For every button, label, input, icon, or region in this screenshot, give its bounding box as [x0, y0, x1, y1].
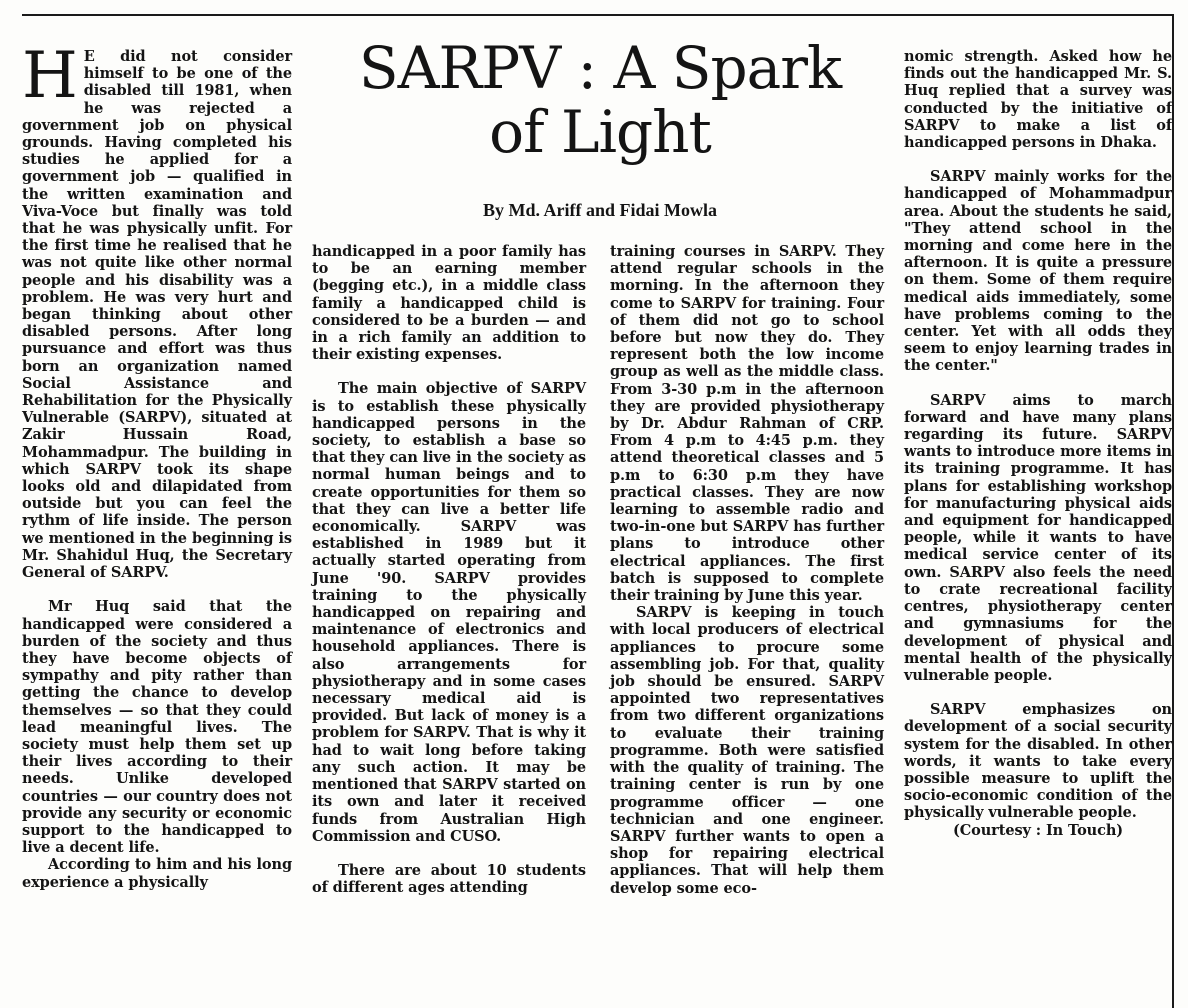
col4-paragraph-3: SARPV aims to march forward and have many plans regarding its future. SARPV wants to introduce more items in its training programme. It has plans for establishing workshop for manufacturing physical aids and equipment for handicapped people, while it wants to have medical service center of its own. SARPV also feels the need to crate recreational facility centres, physiotherapy center and gymnasiums for the development of physical and mental health of the physically vulnerable people. [904, 391, 1172, 684]
top-rule [22, 14, 1172, 16]
col2-paragraph-1: handicapped in a poor family has to be an earning member (begging etc.), in a middle class family a handicapped child is considered to be a burden — and in a rich family an addition to their existing expenses. [312, 243, 586, 364]
column-2 [312, 243, 586, 896]
headline-line-2: of Light [489, 98, 711, 166]
col3-paragraph-1: training courses in SARPV. They attend regular schools in the morning. In the afternoon they come to SARPV for training. Four of them did not go to school before but now they do. They represent both the low income group as well as the middle class. From 3-30 p.m in the afternoon they are provided physiotherapy by Dr. Abdur Rahman of CRP. From 4 p.m to 4:45 p.m. they attend theoretical classes and 5 p.m to 6:30 p.m they have practical classes. They are now learning to assemble radio and two-in-one but SARPV has further plans to introduce other electrical appliances. The first batch is supposed to complete their training by June this year. [610, 243, 884, 605]
col4-paragraph-4: SARPV emphasizes on development of a social security system for the disabled. In other words, it wants to take every possible measure to uplift the socio-economic condition of the physically vulnerable people. [904, 701, 1172, 822]
col4-paragraph-2: SARPV mainly works for the handicapped of Mohammadpur area. About the students he said, "They attend school in the morning and come here in the afternoon. It is quite a pressure on them. Some of them require medical aids immediately, some have problems coming to the center. Yet with all odds they seem to enjoy learning trades in the center." [904, 168, 1172, 375]
drop-cap: H [22, 39, 78, 113]
col4-paragraph-1: nomic strength. Asked how he finds out the handicapped Mr. S. Huq replied that a survey was conducted by the initiative of SARPV to make a list of handicapped persons in Dhaka. [904, 48, 1172, 152]
courtesy-line: (Courtesy : In Touch) [952, 821, 1124, 839]
col2-paragraph-3: There are about 10 students of different ages attending [312, 861, 586, 897]
byline: By Md. Ariff and Fidai Mowla [482, 200, 717, 220]
column-3 [610, 243, 884, 897]
col1-paragraph-1: E did not consider himself to be one of the disabled till 1981, when he was rejected a government job on physical grounds. Having completed his studies he applied for a government job — qualified in the written examination and Viva-Voce but finally was told that he was physically unfit. For the first time he realised that he was not quite like other normal people and his disability was a problem. He was very hurt and began thinking about other disabled persons. After long pursuance and effort was thus born an organization named Social Assistance and Rehabilitation for the Physically Vulnerable (SARPV), situated at Zakir Hussain Road, Mohammadpur. The building in which SARPV took its shape looks old and dilapidated from outside but you can feel the rythm of life inside. The person we mentioned in the beginning is Mr. Shahidul Huq, the Secretary General of SARPV. [22, 48, 292, 582]
headline [300, 36, 900, 164]
column-1 [22, 39, 292, 891]
col1-paragraph-3: According to him and his long experience a physically [22, 856, 292, 891]
col2-paragraph-2: The main objective of SARPV is to establish these physically handicapped persons in the society, to establish a base so that they can live in the society as normal human beings and to create opportunities for them so that they can live a better life economically. SARPV was established in 1989 but it actually started operating from June '90. SARPV provides training to the physically handicapped on repairing and maintenance of electronics and household appliances. There is also arrangements for physiotherapy and in some cases necessary medical aid is provided. But lack of money is a problem for SARPV. That is why it had to wait long before taking any such action. It may be mentioned that SARPV started on its own and later it received funds from Australian High Commission and CUSO. [312, 380, 586, 845]
headline-line-1: SARPV : A Spark [358, 34, 842, 102]
col1-paragraph-2: Mr Huq said that the handicapped were considered a burden of the society and thus they have become objects of sympathy and pity rather than getting the chance to develop themselves — so that they could lead meaningful lives. The society must help them set up their lives according to their needs. Unlike developed countries — our country does not provide any security or economic support to the handicapped to live a decent life. [22, 598, 292, 857]
col3-paragraph-2: SARPV is keeping in touch with local producers of electrical appliances to procure some assembling job. For that, quality job should be ensured. SARPV appointed two representatives from two different organizations to evaluate their training programme. Both were satisfied with the quality of training. The training center is run by one programme officer — one technician and one engineer. SARPV further wants to open a shop for repairing electrical appliances. That will help them develop some eco- [610, 604, 884, 897]
column-4 [904, 48, 1172, 839]
right-rule [1172, 14, 1174, 1008]
